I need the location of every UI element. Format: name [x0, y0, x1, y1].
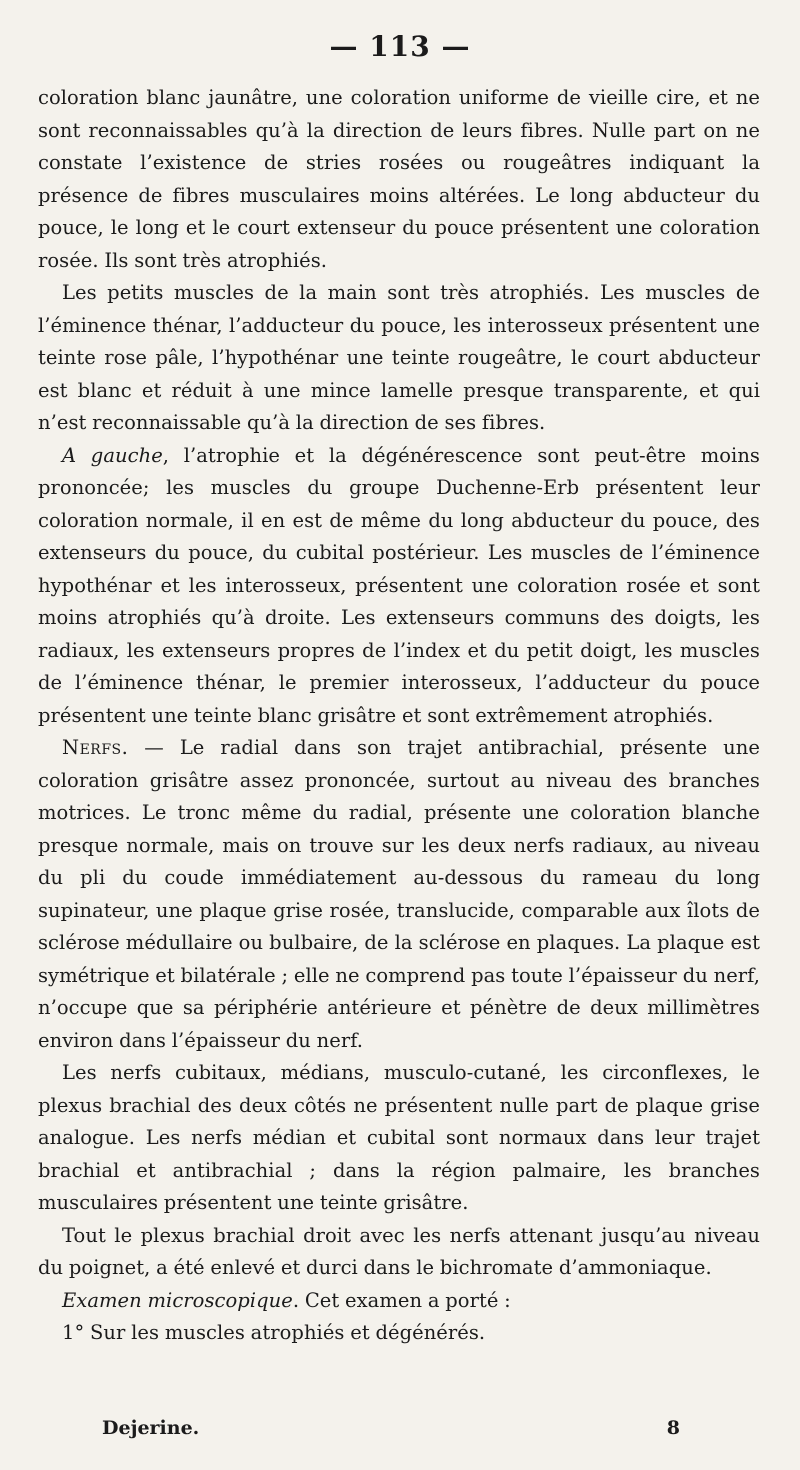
signature-mark: 8: [666, 1417, 680, 1439]
paragraph-3-text: , l’atrophie et la dégénérescence sont peut-être moins prononcée; les muscles du groupe Duchenne-Erb présentent leur coloration normale, il en est de même du long abducteur du pouce, des extenseurs du pouce, du cubital postérieur. Les muscles de l’éminence hypothénar et les interosseux, présentent une coloration rosée et sont moins atrophiés qu’à droite. Les extenseurs communs des doigts, les radiaux, les extenseurs propres de l’index et du petit doigt, les muscles de l’éminence thénar, le premier interosseux, l’adducteur du pouce présentent une teinte blanc grisâtre et sont extrêmement atrophiés.: [38, 443, 760, 727]
paragraph-5-text: Les nerfs cubitaux, médians, musculo-cutané, les circonflexes, le plexus brachial des deux côtés ne présentent nulle part de plaque grise analogue. Les nerfs médian et cubital sont normaux dans leur trajet brachial et antibrachial ; dans la région palmaire, les branches musculaires présentent une teinte grisâtre.: [38, 1061, 760, 1214]
paragraph-1: [38, 82, 760, 277]
paragraph-1-text: coloration blanc jaunâtre, une coloration uniforme de vieille cire, et ne sont reconnaissables qu’à la direction de leurs fibres. Nulle part on ne constate l’existence de stries rosées ou rougeâtres indiquant la présence de fibres musculaires moins altérées. Le long abducteur du pouce, le long et le court extenseur du pouce présentent une coloration rosée. Ils sont très atrophiés.: [38, 86, 760, 272]
paragraph-8: [38, 1317, 760, 1350]
page-body: [38, 82, 760, 1350]
footer-author: Dejerine.: [102, 1417, 200, 1439]
paragraph-2-text: Les petits muscles de la main sont très atrophiés. Les muscles de l’éminence thénar, l’adducteur du pouce, les interosseux présentent une teinte rose pâle, l’hypothénar une teinte rougeâtre, le court abducteur est blanc et réduit à une mince lamelle presque transparente, et qui n’est reconnaissable qu’à la direction de ses fibres.: [38, 281, 760, 434]
paragraph-examen-lead: Examen microscopique: [62, 1288, 293, 1312]
paragraph-examen-text: . Cet examen a porté :: [292, 1288, 511, 1312]
page-footer: [102, 1417, 680, 1439]
paragraph-6-text: Tout le plexus brachial droit avec les nerfs attenant jusqu’au niveau du poignet, a été enlevé et durci dans le bichromate d’ammoniaque.: [38, 1223, 760, 1279]
paragraph-5: [38, 1057, 760, 1220]
paragraph-3-lead: A gauche: [62, 443, 163, 467]
paragraph-nerfs-text: — Le radial dans son trajet antibrachial, présente une coloration grisâtre assez prononcée, surtout au niveau des branches motrices. Le tronc même du radial, présente une coloration blanche presque normale, mais on trouve sur les deux nerfs radiaux, au niveau du pli du coude immédiatement au-dessous du rameau du long supinateur, une plaque grise rosée, translucide, comparable aux îlots de sclérose médullaire ou bulbaire, de la sclérose en plaques. La plaque est symétrique et bilatérale ; elle ne comprend pas toute l’épaisseur du nerf, n’occupe que sa périphérie antérieure et pénètre de deux millimètres environ dans l’épaisseur du nerf.: [38, 736, 760, 1052]
paragraph-examen: [38, 1285, 760, 1318]
paragraph-3: [38, 440, 760, 733]
page-number: — 113 —: [329, 30, 471, 63]
paragraph-nerfs-lead: Nerfs.: [62, 736, 129, 759]
paragraph-8-text: 1° Sur les muscles atrophiés et dégénérés.: [62, 1321, 486, 1344]
paragraph-2: [38, 277, 760, 440]
paragraph-nerfs: [38, 732, 760, 1057]
paragraph-6: [38, 1220, 760, 1285]
